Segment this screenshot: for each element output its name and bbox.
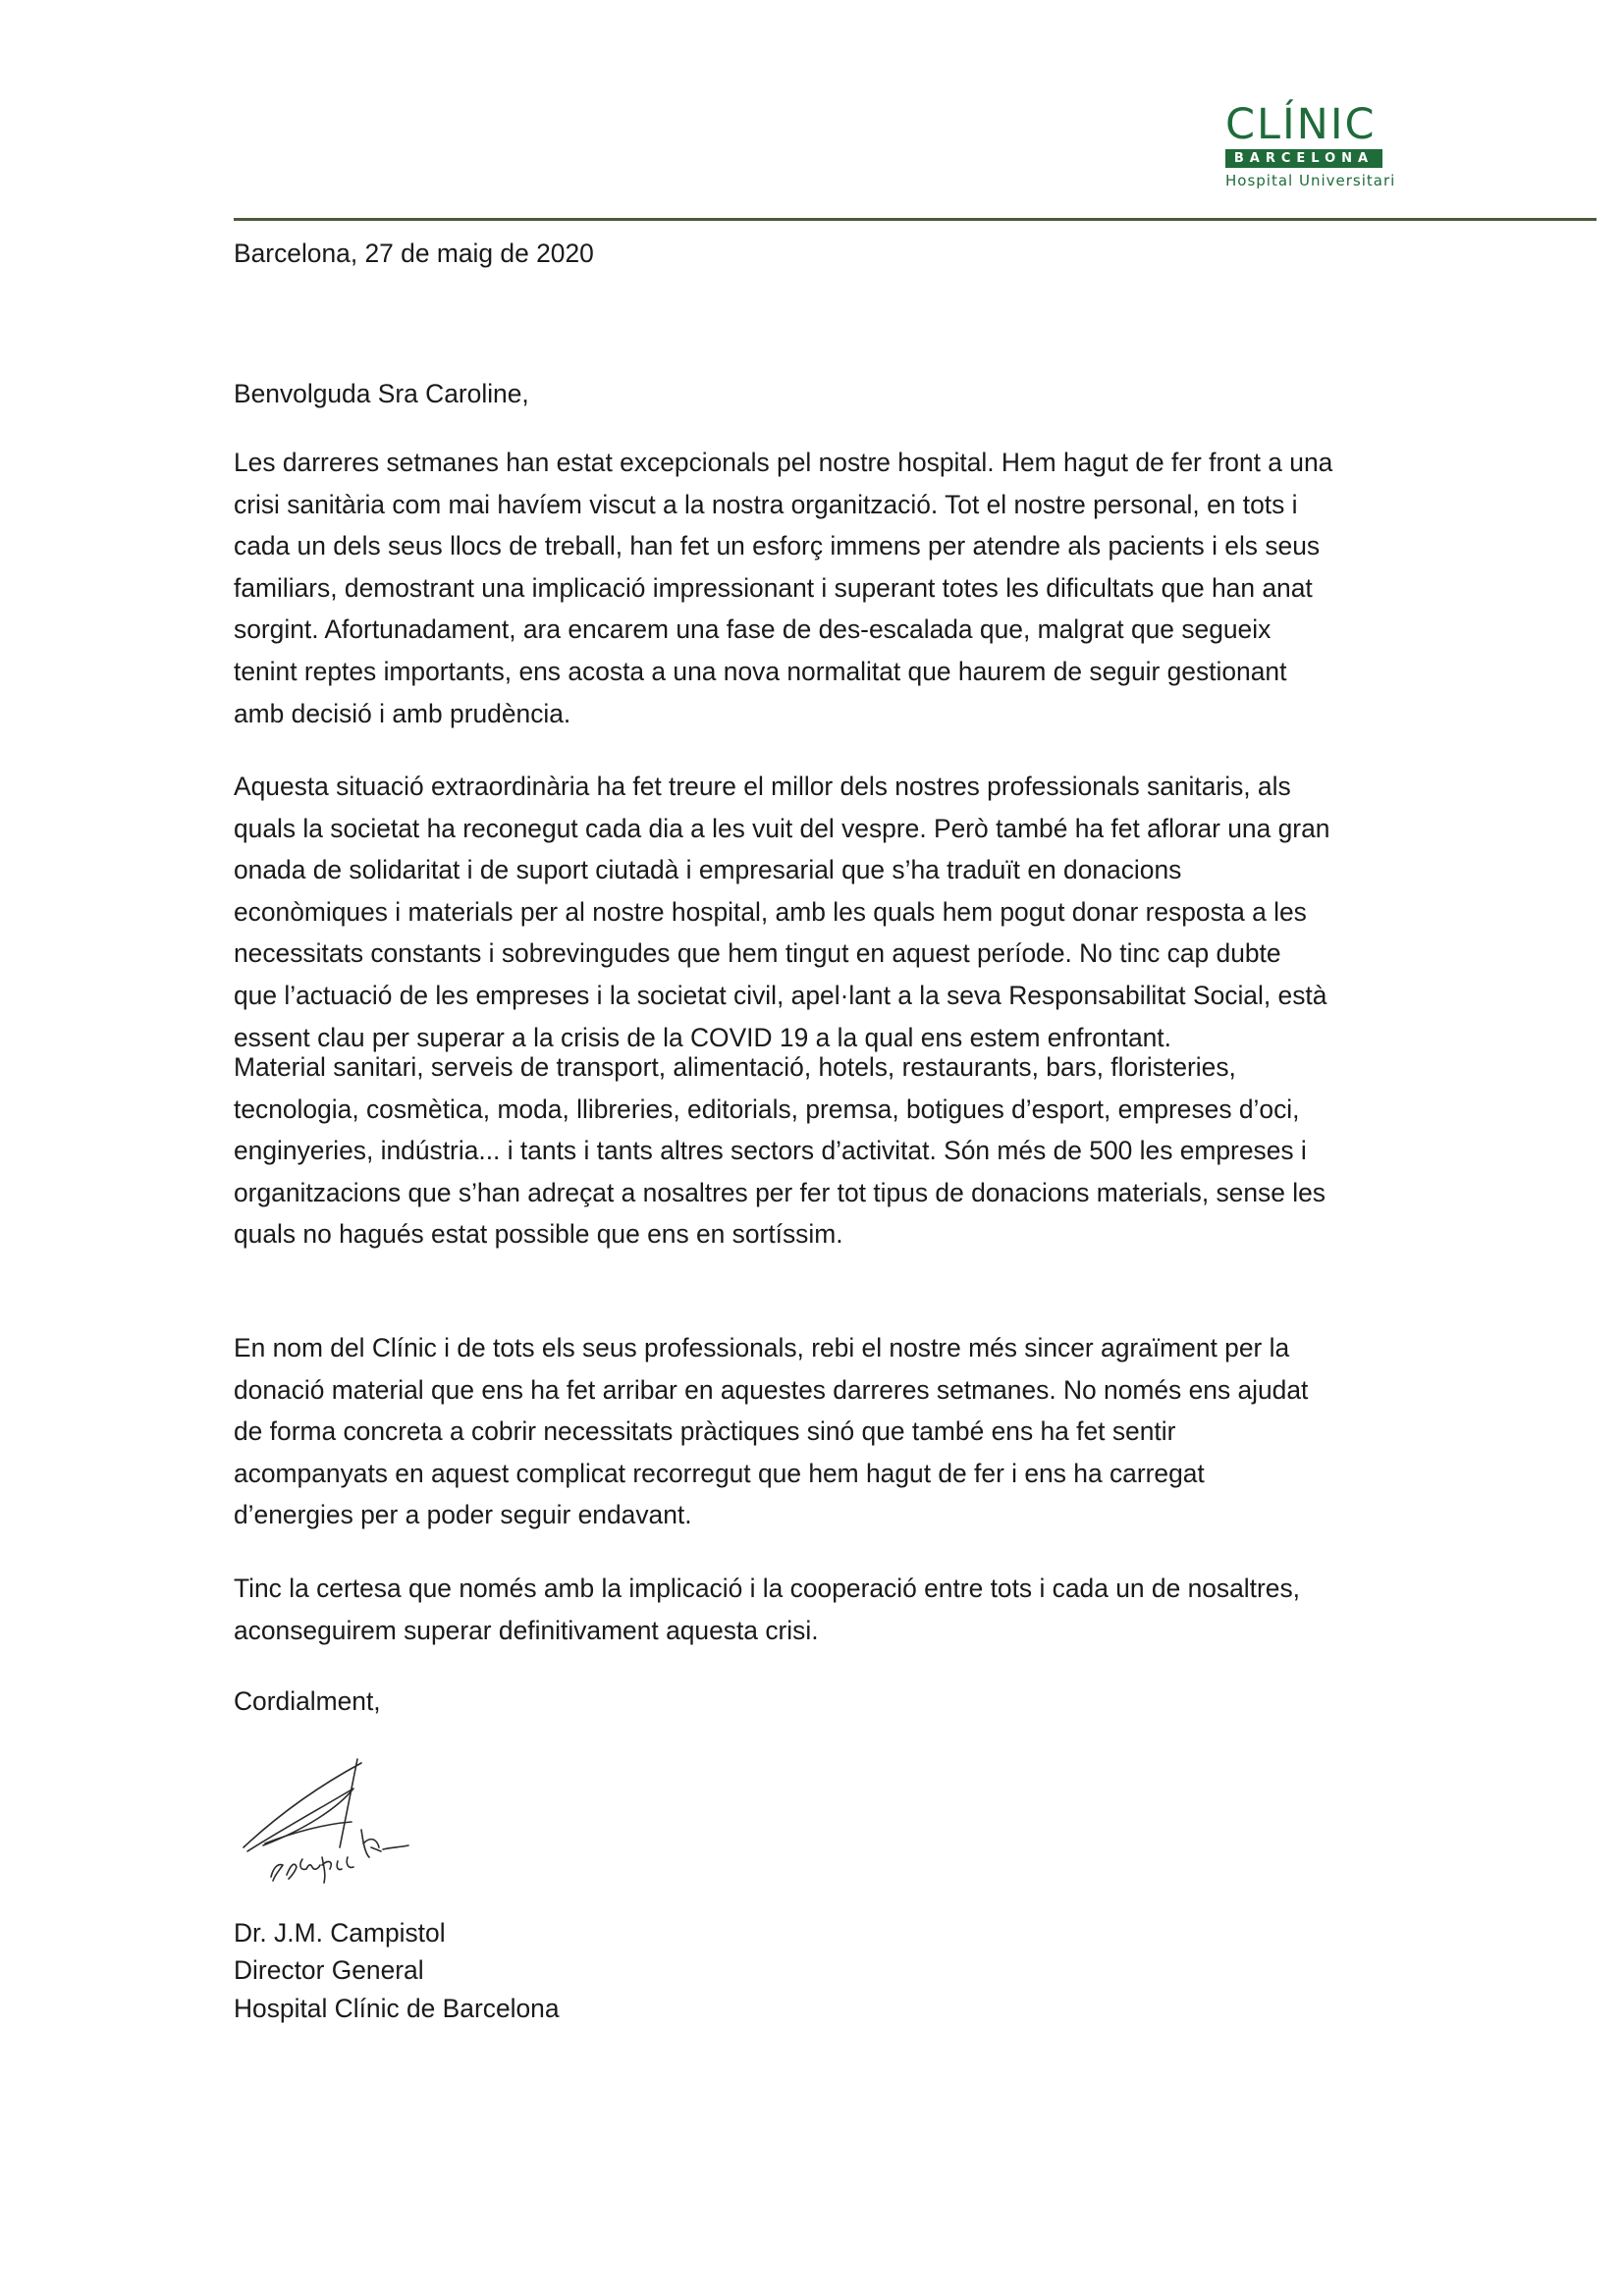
signatory-name: Dr. J.M. Campistol (234, 1918, 446, 1948)
letter-closing: Cordialment, (234, 1686, 381, 1716)
paragraph-line: enginyeries, indústria... i tants i tants altres sectors d’activitat. Són més de 500 les empreses i (234, 1136, 1307, 1166)
paragraph-line: tenint reptes importants, ens acosta a una nova normalitat que haurem de seguir gestionant (234, 656, 1287, 686)
handwritten-signature (236, 1749, 422, 1887)
paragraph-line: crisi sanitària com mai havíem viscut a la nostra organització. Tot el nostre personal, en tots i (234, 489, 1298, 519)
letter-signoff (234, 1914, 560, 2027)
paragraph-3 (234, 1046, 1422, 1255)
paragraph-1 (234, 442, 1422, 734)
header-divider (234, 218, 1597, 221)
paragraph-line: cada un dels seus llocs de treball, han fet un esforç immens per atendre als pacients i els seus (234, 531, 1321, 561)
signatory-position: Director General (234, 1955, 424, 1986)
logo-city-band: BARCELONA (1225, 149, 1382, 168)
logo-subtitle: Hospital Universitari (1225, 172, 1396, 189)
logo-wordmark: CLÍNIC (1225, 100, 1377, 149)
paragraph-line: aconseguirem superar definitivament aquesta crisi. (234, 1615, 819, 1645)
paragraph-5 (234, 1568, 1422, 1651)
paragraph-2 (234, 766, 1422, 1058)
paragraph-line: En nom del Clínic i de tots els seus professionals, rebi el nostre més sincer agraïment per la (234, 1333, 1290, 1362)
paragraph-line: familiars, demostrant una implicació impressionant i superant totes les dificultats que han anat (234, 572, 1313, 603)
paragraph-line: Tinc la certesa que només amb la implicació i la cooperació entre tots i cada un de nosaltres, (234, 1574, 1300, 1603)
paragraph-line: Material sanitari, serveis de transport, alimentació, hotels, restaurants, bars, floristeries, (234, 1052, 1236, 1082)
paragraph-line: d’energies per a poder seguir endavant. (234, 1500, 692, 1530)
paragraph-line: essent clau per superar a la crisis de la COVID 19 a la qual ens estem enfrontant. (234, 1022, 1171, 1052)
paragraph-line: quals no hagués estat possible que ens en sortíssim. (234, 1219, 843, 1250)
paragraph-line: sorgint. Afortunadament, ara encarem una fase de des-escalada que, malgrat que segueix (234, 614, 1272, 645)
letter-salutation: Benvolguda Sra Caroline, (234, 379, 529, 408)
paragraph-line: econòmiques i materials per al nostre hospital, amb les quals hem pogut donar resposta a les (234, 896, 1307, 927)
paragraph-line: necessitats constants i sobrevingudes que hem tingut en aquest període. No tinc cap dubte (234, 938, 1281, 969)
signatory-organization: Hospital Clínic de Barcelona (234, 1993, 560, 2023)
clinic-logo (1225, 100, 1396, 189)
paragraph-line: organitzacions que s’han adreçat a nosaltres per fer tot tipus de donacions materials, sense les (234, 1177, 1326, 1207)
paragraph-line: acompanyats en aquest complicat recorregut que hem hagut de fer i ens ha carregat (234, 1458, 1205, 1488)
letter-date: Barcelona, 27 de maig de 2020 (234, 239, 594, 268)
paragraph-line: Les darreres setmanes han estat excepcionals pel nostre hospital. Hem hagut de fer front a una (234, 448, 1333, 477)
paragraph-line: amb decisió i amb prudència. (234, 698, 571, 728)
paragraph-line: onada de solidaritat i de suport ciutadà i empresarial que s’ha traduït en donacions (234, 855, 1182, 885)
paragraph-4 (234, 1327, 1422, 1536)
paragraph-line: tecnologia, cosmètica, moda, llibreries, editorials, premsa, botigues d’esport, empreses d’oci, (234, 1094, 1300, 1124)
paragraph-line: de forma concreta a cobrir necessitats pràctiques sinó que també ens ha fet sentir (234, 1416, 1176, 1447)
paragraph-line: donació material que ens ha fet arribar en aquestes darreres setmanes. No només ens ajudat (234, 1374, 1309, 1405)
paragraph-line: que l’actuació de les empreses i la societat civil, apel·lant a la seva Responsabilitat Social, està (234, 980, 1327, 1010)
paragraph-line: Aquesta situació extraordinària ha fet treure el millor dels nostres professionals sanitaris, als (234, 772, 1291, 801)
paragraph-line: quals la societat ha reconegut cada dia a les vuit del vespre. Però també ha fet aflorar una gran (234, 813, 1330, 843)
